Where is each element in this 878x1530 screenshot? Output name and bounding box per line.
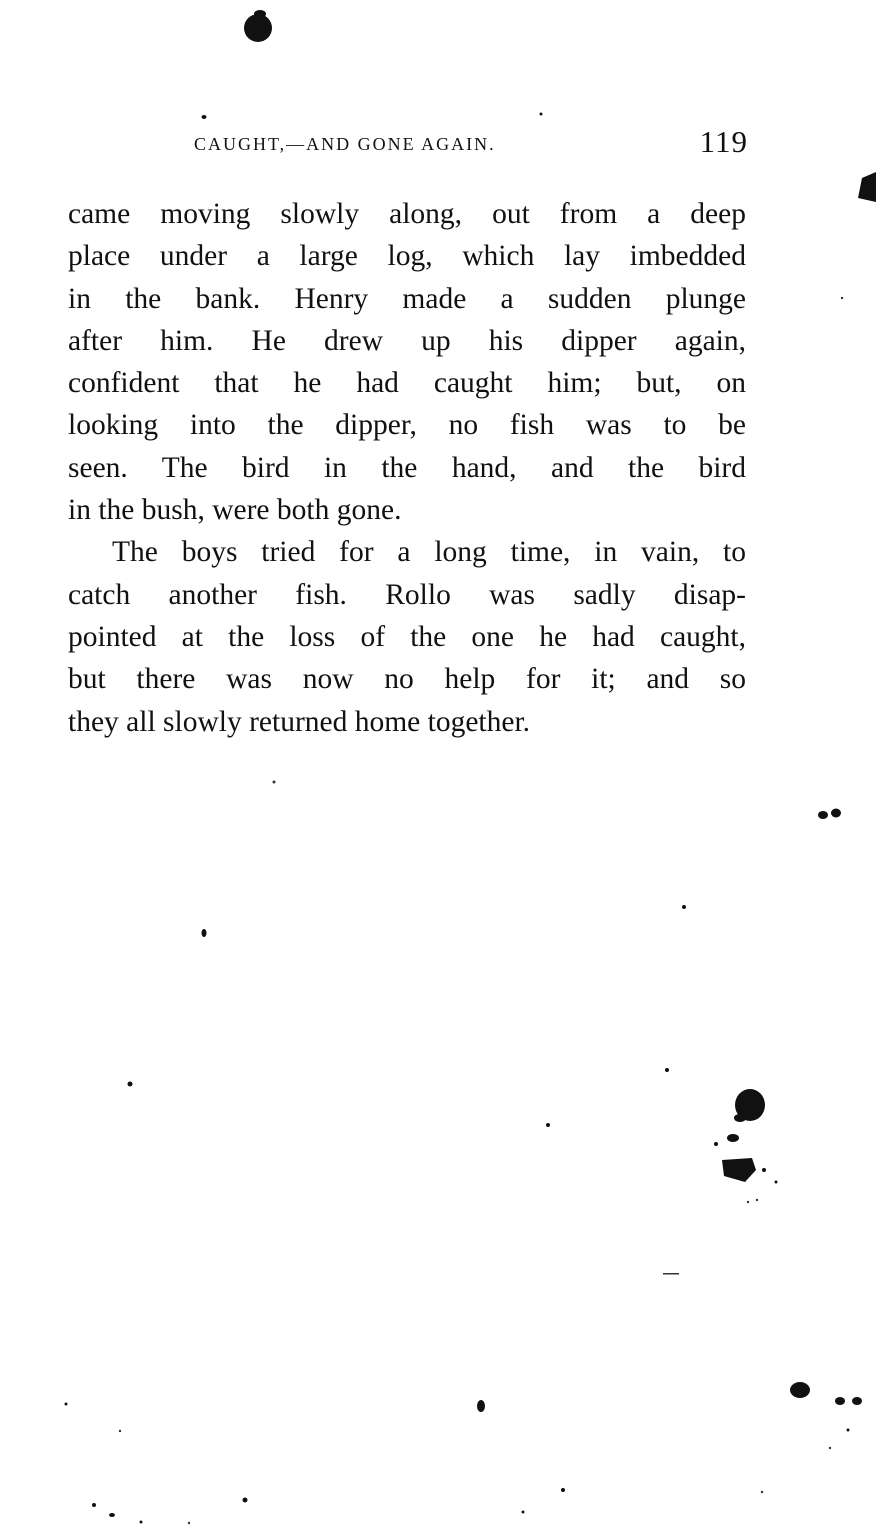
text-line: place under a large log, which lay imbedded [68,240,746,273]
text-line: pointed at the loss of the one he had caught, [68,620,746,653]
running-head [68,124,748,164]
text-line: but there was now no help for it; and so [68,663,746,696]
paragraph-2 [68,531,746,742]
text-line: seen. The bird in the hand, and the bird [68,451,746,484]
text-line: catch another fish. Rollo was sadly disap- [68,578,746,611]
text-line: in the bank. Henry made a sudden plunge [68,282,746,315]
paragraph-1 [68,193,746,531]
text-line: in the bush, were both gone. [68,494,402,527]
text-line: came moving slowly along, out from a deep [68,198,746,230]
text-line: looking into the dipper, no fish was to be [68,409,746,442]
running-title: CAUGHT,—AND GONE AGAIN. [194,134,496,154]
text-line: after him. He drew up his dipper again, [68,324,746,357]
text-line: The boys tried for a long time, in vain, to [112,536,746,569]
body-text [68,193,746,743]
text-line: confident that he had caught him; but, on [68,367,746,400]
page-number: 119 [699,124,748,159]
text-line: they all slowly returned home together. [68,705,531,738]
